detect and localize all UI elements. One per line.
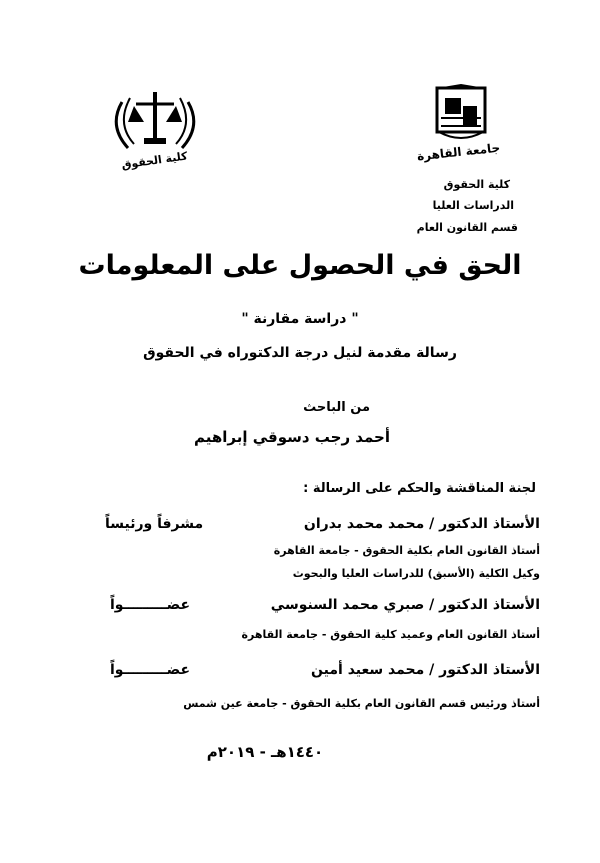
member-role: مشرفاً ورئيساً	[105, 516, 204, 532]
member-description: وكيل الكلية (الأسبق) للدراسات العليا والبحوث	[292, 567, 540, 580]
department-name: قسم القانون العام	[416, 221, 518, 234]
member-role: عضـــــــــواً	[110, 662, 191, 678]
member-description: أستاذ القانون العام بكلية الحقوق - جامعة القاهرة	[273, 544, 540, 557]
researcher-label: من الباحث	[303, 400, 370, 415]
university-logo	[416, 84, 525, 170]
thesis-title: الحق في الحصول على المعلومات	[78, 250, 522, 281]
thesis-date: ١٤٤٠هـ - ٢٠١٩م	[206, 743, 324, 761]
faculty-name: كلية الحقوق	[443, 178, 510, 191]
committee-heading: لجنة المناقشة والحكم على الرسالة :	[303, 481, 536, 496]
thesis-purpose: رسالة مقدمة لنيل درجة الدكتوراه في الحقوق	[143, 345, 457, 361]
member-name: الأستاذ الدكتور / صبري محمد السنوسي	[270, 597, 540, 613]
thesis-subtitle: " دراسة مقارنة "	[241, 311, 359, 327]
member-description: أستاذ ورئيس قسم القانون العام بكلية الحقوق - جامعة عين شمس	[183, 697, 540, 710]
svg-text:كلية الحقوق: كلية الحقوق	[120, 149, 189, 172]
svg-text:جامعة القاهرة: جامعة القاهرة	[416, 140, 501, 164]
faculty-logo	[100, 82, 210, 170]
member-role: عضـــــــــواً	[110, 597, 191, 613]
researcher-name: أحمد رجب دسوقي إبراهيم	[193, 428, 390, 446]
member-description: أستاذ القانون العام وعميد كلية الحقوق - جامعة القاهرة	[241, 628, 540, 641]
member-name: الأستاذ الدكتور / محمد سعيد أمين	[311, 662, 540, 678]
graduate-studies: الدراسات العليا	[432, 199, 514, 212]
member-name: الأستاذ الدكتور / محمد محمد بدران	[303, 516, 540, 532]
